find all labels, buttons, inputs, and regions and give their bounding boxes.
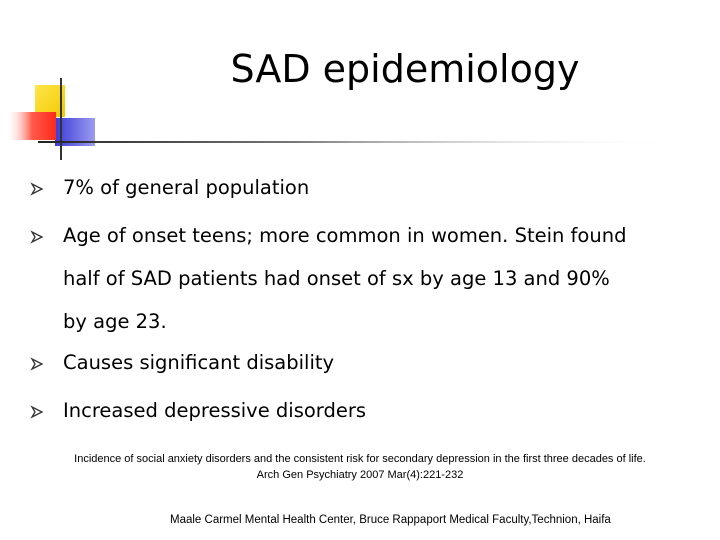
slide-title: SAD epidemiology [230, 47, 580, 91]
bullet-text-line: by age 23. [63, 310, 167, 333]
bullet-text-line: Age of onset teens; more common in women. Stein found [63, 224, 627, 247]
arrowhead-bullet-icon [30, 357, 44, 371]
arrowhead-bullet-icon [30, 230, 44, 244]
citation-title: Incidence of social anxiety disorders and the consistent risk for secondary depression in the first three decades of life. [74, 453, 646, 465]
bullet-text: Increased depressive disorders [63, 399, 367, 422]
arrowhead-bullet-icon [30, 182, 44, 196]
bullet-text: 7% of general population [63, 176, 310, 199]
citation [0, 451, 720, 483]
bullet-text-line: half of SAD patients had onset of sx by age 13 and 90% [63, 267, 610, 290]
slide-footer: Maale Carmel Mental Health Center, Bruce Rappaport Medical Faculty,Technion, Haifa [170, 514, 611, 526]
bullet-text: Causes significant disability [63, 351, 335, 374]
citation-source: Arch Gen Psychiatry 2007 Mar(4):221-232 [256, 469, 464, 481]
arrowhead-bullet-icon [30, 405, 44, 419]
